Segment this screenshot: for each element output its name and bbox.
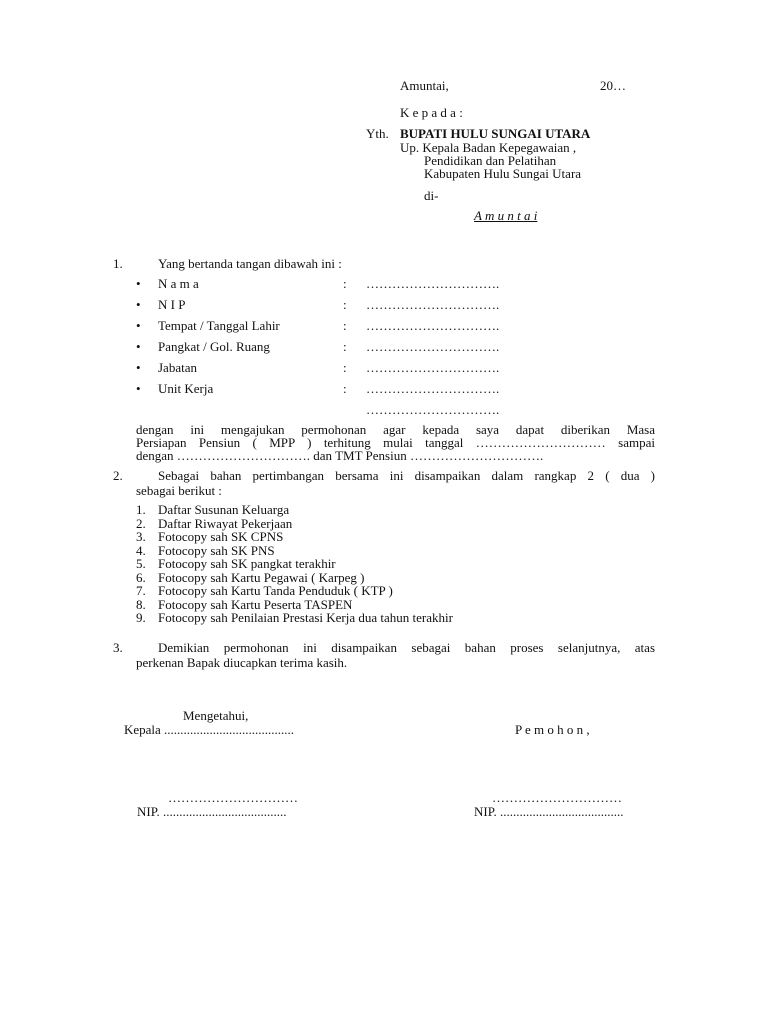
field-colon: : xyxy=(343,360,347,375)
field-colon: : xyxy=(343,339,347,354)
right-signature-line: ………………………… xyxy=(492,790,622,805)
kepala-label: Kepala ........................................ xyxy=(124,722,295,737)
section-2-line-2: sebagai berikut : xyxy=(136,483,222,498)
up-line-2: Pendidikan dan Pelatihan xyxy=(424,153,557,168)
field-colon: : xyxy=(343,318,347,333)
list-item-number: 7. xyxy=(136,583,146,598)
list-item-number: 2. xyxy=(136,515,146,531)
left-signature-line: ………………………… xyxy=(168,790,298,805)
request-para-line-3: dengan …………………………. dan TMT Pensiun …………………………. xyxy=(136,448,544,463)
bullet-icon: • xyxy=(136,297,141,312)
field-value: …………………………. xyxy=(366,297,500,312)
section-2-line-1: Sebagai bahan pertimbangan bersama ini disampaikan dalam rangkap 2 ( dua ) xyxy=(158,468,655,483)
list-item-text: Fotocopy sah SK PNS xyxy=(158,542,275,558)
up-line-1: Up. Kepala Badan Kepegawaian , xyxy=(400,140,577,155)
field-label: Unit Kerja xyxy=(158,381,214,396)
list-item-text: Fotocopy sah Kartu Peserta TASPEN xyxy=(158,596,353,612)
field-colon: : xyxy=(343,297,347,312)
field-value-extra: …………………………. xyxy=(366,402,500,417)
section-3-line-2: perkenan Bapak diucapkan terima kasih. xyxy=(136,655,348,670)
up-line-3: Kabupaten Hulu Sungai Utara xyxy=(424,166,582,181)
yth-label: Yth. xyxy=(366,126,389,141)
field-label: Tempat / Tanggal Lahir xyxy=(158,318,280,333)
field-value: …………………………. xyxy=(366,276,500,291)
place-date: Amuntai, xyxy=(400,78,449,93)
list-item-number: 9. xyxy=(136,610,146,625)
field-colon: : xyxy=(343,381,347,396)
list-item-text: Daftar Susunan Keluarga xyxy=(158,502,290,517)
bullet-icon: • xyxy=(136,381,141,396)
field-value: …………………………. xyxy=(366,339,500,354)
list-item-text: Fotocopy sah Kartu Pegawai ( Karpeg ) xyxy=(158,569,365,585)
field-value: …………………………. xyxy=(366,381,500,396)
request-para-line-2: Persiapan Pensiun ( MPP ) terhitung mulai tanggal ………………………… sampai xyxy=(136,435,655,450)
request-para-line-1: dengan ini mengajukan permohonan agar kepada saya dapat diberikan Masa xyxy=(136,422,655,437)
field-label: N a m a xyxy=(158,276,199,291)
bullet-icon: • xyxy=(136,276,141,291)
bullet-icon: • xyxy=(136,360,141,375)
list-item-number: 5. xyxy=(136,556,146,571)
section-1-number: 1. xyxy=(113,256,123,271)
field-label: Jabatan xyxy=(158,360,197,375)
field-label: Pangkat / Gol. Ruang xyxy=(158,339,270,354)
mengetahui-label: Mengetahui, xyxy=(183,708,249,723)
list-item-number: 1. xyxy=(136,502,146,517)
field-label: N I P xyxy=(158,297,186,312)
list-item-number: 3. xyxy=(136,529,146,544)
section-1-intro: Yang bertanda tangan dibawah ini : xyxy=(158,256,342,271)
kepada-label: K e p a d a : xyxy=(400,105,463,120)
list-item-number: 8. xyxy=(136,596,146,612)
list-item-number: 4. xyxy=(136,542,146,558)
di-label: di- xyxy=(424,188,439,203)
city-name: A m u n t a i xyxy=(474,208,538,223)
pemohon-label: P e m o h o n , xyxy=(515,722,590,737)
section-3-line-1: Demikian permohonan ini disampaikan sebagai bahan proses selanjutnya, atas xyxy=(158,640,655,655)
year-placeholder: 20… xyxy=(600,78,626,93)
right-nip: NIP. ...................................... xyxy=(474,804,624,819)
list-item-text: Fotocopy sah Kartu Tanda Penduduk ( KTP ) xyxy=(158,583,393,598)
section-3-number: 3. xyxy=(113,640,123,655)
list-item-text: Daftar Riwayat Pekerjaan xyxy=(158,515,293,531)
field-value: …………………………. xyxy=(366,360,500,375)
field-value: …………………………. xyxy=(366,318,500,333)
bullet-icon: • xyxy=(136,339,141,354)
section-2-number: 2. xyxy=(113,468,123,483)
list-item-text: Fotocopy sah SK CPNS xyxy=(158,529,284,544)
list-item-text: Fotocopy sah SK pangkat terakhir xyxy=(158,556,336,571)
list-item-text: Fotocopy sah Penilaian Prestasi Kerja dua tahun terakhir xyxy=(158,610,453,625)
bullet-icon: • xyxy=(136,318,141,333)
field-colon: : xyxy=(343,276,347,291)
left-nip: NIP. ...................................... xyxy=(137,804,287,819)
list-item-number: 6. xyxy=(136,569,146,585)
recipient-title: BUPATI HULU SUNGAI UTARA xyxy=(400,126,591,141)
